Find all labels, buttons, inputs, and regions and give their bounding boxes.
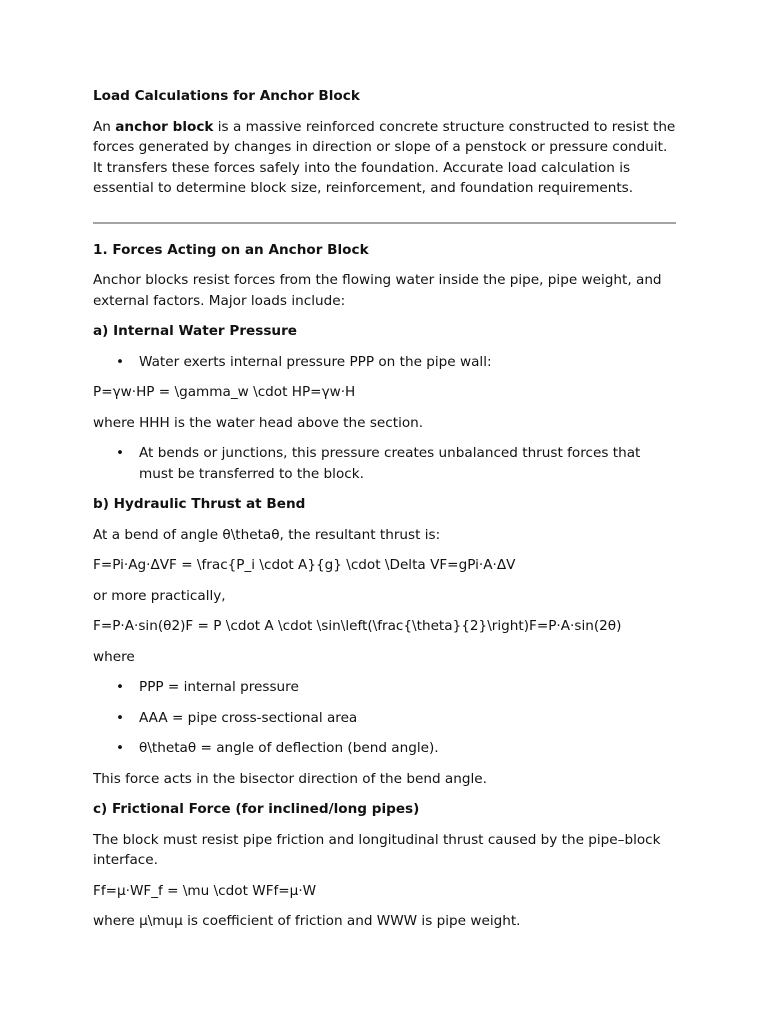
bullet-list-a2 (93, 443, 676, 484)
section-heading-forces: 1. Forces Acting on an Anchor Block (93, 241, 369, 258)
bisector-paragraph: This force acts in the bisector direction of the bend angle. (93, 770, 487, 787)
practical-paragraph: or more practically, (93, 587, 226, 604)
friction-paragraph: The block must resist pipe friction and longitudinal thrust caused by the pipe–block interface. (93, 831, 661, 868)
document-page (93, 86, 676, 942)
subheading-frictional-force: c) Frictional Force (for inclined/long pipes) (93, 801, 420, 817)
where-label: where (93, 648, 135, 665)
horizontal-divider (93, 222, 676, 224)
intro-prefix: An (93, 118, 116, 135)
where-friction-paragraph: where μ\muμ is coefficient of friction and WWW is pipe weight. (93, 913, 521, 929)
formula-friction: Ff=μ·WF_f = \mu \cdot WFf=μ·W (93, 882, 317, 899)
intro-rest: is a massive reinforced concrete structure constructed to resist the forces generated by changes in direction or slope of a penstock or pressure conduit. It transfers these forces safely into the foundation. Accurate load calculation is essential to determine block size, reinforcement, and foundation requirements. (93, 118, 676, 196)
list-item: • AAA = pipe cross-sectional area (139, 708, 676, 729)
list-item: • Water exerts internal pressure PPP on the pipe wall: (139, 352, 676, 373)
subheading-hydraulic-thrust: b) Hydraulic Thrust at Bend (93, 496, 306, 512)
bullet-list-a1 (93, 352, 676, 373)
formula-thrust-practical: F=P·A·sin⁡(θ2)F = P \cdot A \cdot \sin\left(\frac{\theta}{2}\right)F=P·A·sin(2θ) (93, 618, 622, 634)
variable-definitions-list (93, 677, 676, 759)
list-item: • At bends or junctions, this pressure creates unbalanced thrust forces that must be transferred to the block. (139, 443, 676, 484)
document-title: Load Calculations for Anchor Block (93, 88, 360, 104)
formula-pressure: P=γw·HP = \gamma_w \cdot HP=γw·H (93, 384, 356, 400)
bend-angle-paragraph: At a bend of angle θ\thetaθ, the resultant thrust is: (93, 526, 441, 543)
formula-thrust-momentum: F=Pi·Ag·ΔVF = \frac{P_i \cdot A}{g} \cdot \Delta VF=gPi·A·ΔV (93, 557, 516, 573)
subheading-internal-pressure: a) Internal Water Pressure (93, 323, 298, 339)
where-head-paragraph: where HHH is the water head above the section. (93, 414, 424, 431)
list-item: • PPP = internal pressure (139, 677, 676, 698)
intro-bold-term: anchor block (115, 118, 214, 135)
intro-paragraph (93, 117, 676, 199)
list-item: • θ\thetaθ = angle of deflection (bend angle). (139, 738, 676, 759)
section-intro-paragraph: Anchor blocks resist forces from the flowing water inside the pipe, pipe weight, and external factors. Major loads include: (93, 272, 662, 309)
